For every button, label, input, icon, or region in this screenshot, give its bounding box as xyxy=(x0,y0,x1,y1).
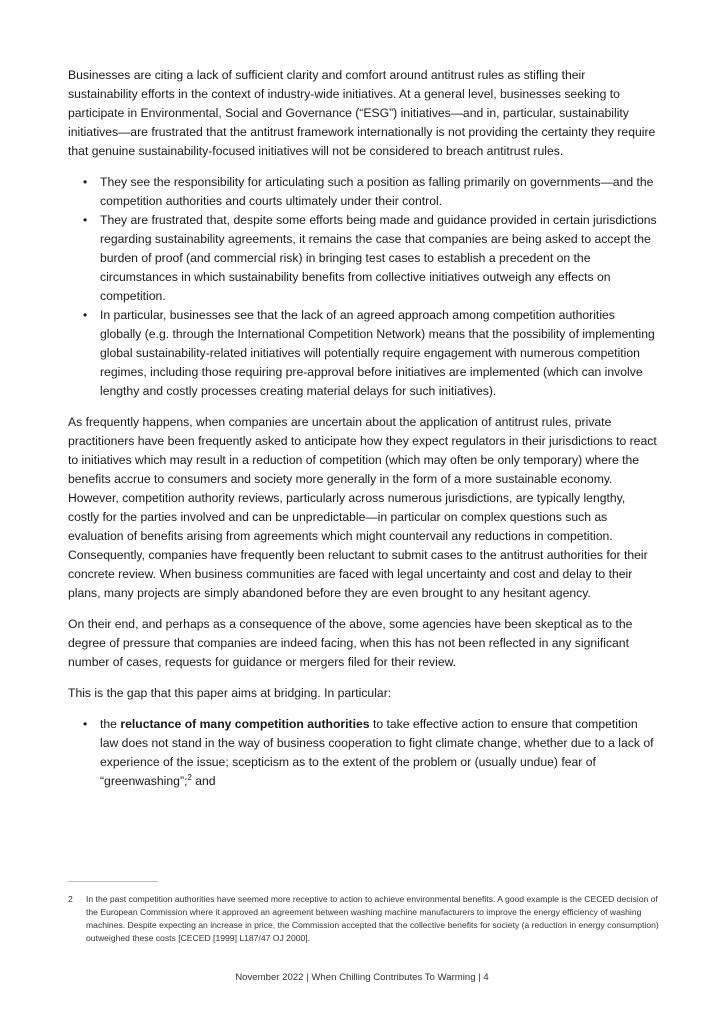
bullet-icon: • xyxy=(83,308,88,322)
bullet-icon: • xyxy=(83,717,88,731)
footnote-text: In the past competition authorities have seemed more receptive to action to achieve environmental benefits. A good example is the CECED decision of the European Commission where it approved an agreement between washing machine manufacturers to improve the energy efficiency of washing machines. Despite expecting an increase in price, the Commission accepted that the collective benefits for society (a reduction in energy consumption) outweighed these costs [CECED [1999] L187/47 OJ 2000]. xyxy=(86,894,659,943)
footnote-divider xyxy=(68,881,158,882)
footer-separator: | xyxy=(303,972,312,983)
page-number: 4 xyxy=(483,972,489,983)
list-item: • In particular, businesses see that the lack of an agreed approach among competition authorities globally (e.g. through the International Competition Network) means that the possibility of implementing global sustainability-related initiatives will potentially require engagement with numerous competition regimes, including those requiring pre-approval before initiatives are implemented (which can involve lengthy and costly processes creating material delays for such initiatives). xyxy=(83,308,655,398)
bullet-icon: • xyxy=(83,213,88,227)
bullet-list-concerns xyxy=(68,173,658,401)
footnote xyxy=(68,893,660,945)
footnote-reference[interactable]: 2 xyxy=(187,772,192,782)
paragraph-uncertainty: As frequently happens, when companies are uncertain about the application of antitrust rules, private practitioners have been frequently asked to anticipate how they expect regulators in their jurisdictions to react to initiatives which may result in a reduction of competition (which may often be only temporary) where the benefits accrue to consumers and society more generally in the form of a more sustainable economy. However, competition authority reviews, particularly across numerous jurisdictions, are typically lengthy, costly for the parties involved and can be unpredictable—in particular on complex questions such as evaluation of benefits arising from agreements which might countervail any reductions in competition. Consequently, companies have frequently been reluctant to submit cases to the antitrust authorities for their concrete review. When business communities are faced with legal uncertainty and cost and delay to their plans, many projects are simply abandoned before they are even brought to any hesitant agency. xyxy=(68,415,657,600)
list-item: • They are frustrated that, despite some efforts being made and guidance provided in certain jurisdictions regarding sustainability agreements, it remains the case that companies are being asked to accept the burden of proof (and commercial risk) in bringing test cases to establish a precedent on the circumstances in which sustainability benefits from collective initiatives outweigh any effects on competition. xyxy=(83,213,657,303)
paragraph-gap: This is the gap that this paper aims at bridging. In particular: xyxy=(68,686,392,700)
footnote-number: 2 xyxy=(68,894,73,904)
list-item: • They see the responsibility for articulating such a position as falling primarily on governments—and the competition authorities and courts ultimately under their control. xyxy=(83,175,654,208)
list-item: • the reluctance of many competition authorities to take effective action to ensure that competition law does not stand in the way of business cooperation to fight climate change, whether due to a lack of experience of the issue; scepticism as to the extent of the problem or (usually undue) fear of “greenwashing”;$^2$ and xyxy=(83,717,654,788)
footer-title: When Chilling Contributes To Warming xyxy=(311,972,476,983)
footer-separator-2: | xyxy=(475,972,484,983)
bold-phrase: reluctance of many competition authorities xyxy=(120,717,370,731)
main-content xyxy=(68,66,658,803)
bullet-list-gap xyxy=(68,715,658,791)
bullet-icon: • xyxy=(83,175,88,189)
paragraph-agencies: On their end, and perhaps as a consequence of the above, some agencies have been skeptical as to the degree of pressure that companies are indeed facing, when this has not been reflected in any significant number of cases, requests for guidance or mergers filed for their review. xyxy=(68,617,633,669)
paragraph-intro: Businesses are citing a lack of sufficient clarity and comfort around antitrust rules as stifling their sustainability efforts in the context of industry-wide initiatives. At a general level, businesses seeking to participate in Environmental, Social and Governance (“ESG”) initiatives—and in, particular, sustainability initiatives—are frustrated that the antitrust framework internationally is not providing the certainty they require that genuine sustainability-focused initiatives will not be considered to breach antitrust rules. xyxy=(68,68,656,158)
footer-date: November 2022 xyxy=(235,972,304,983)
page-footer xyxy=(0,972,724,983)
